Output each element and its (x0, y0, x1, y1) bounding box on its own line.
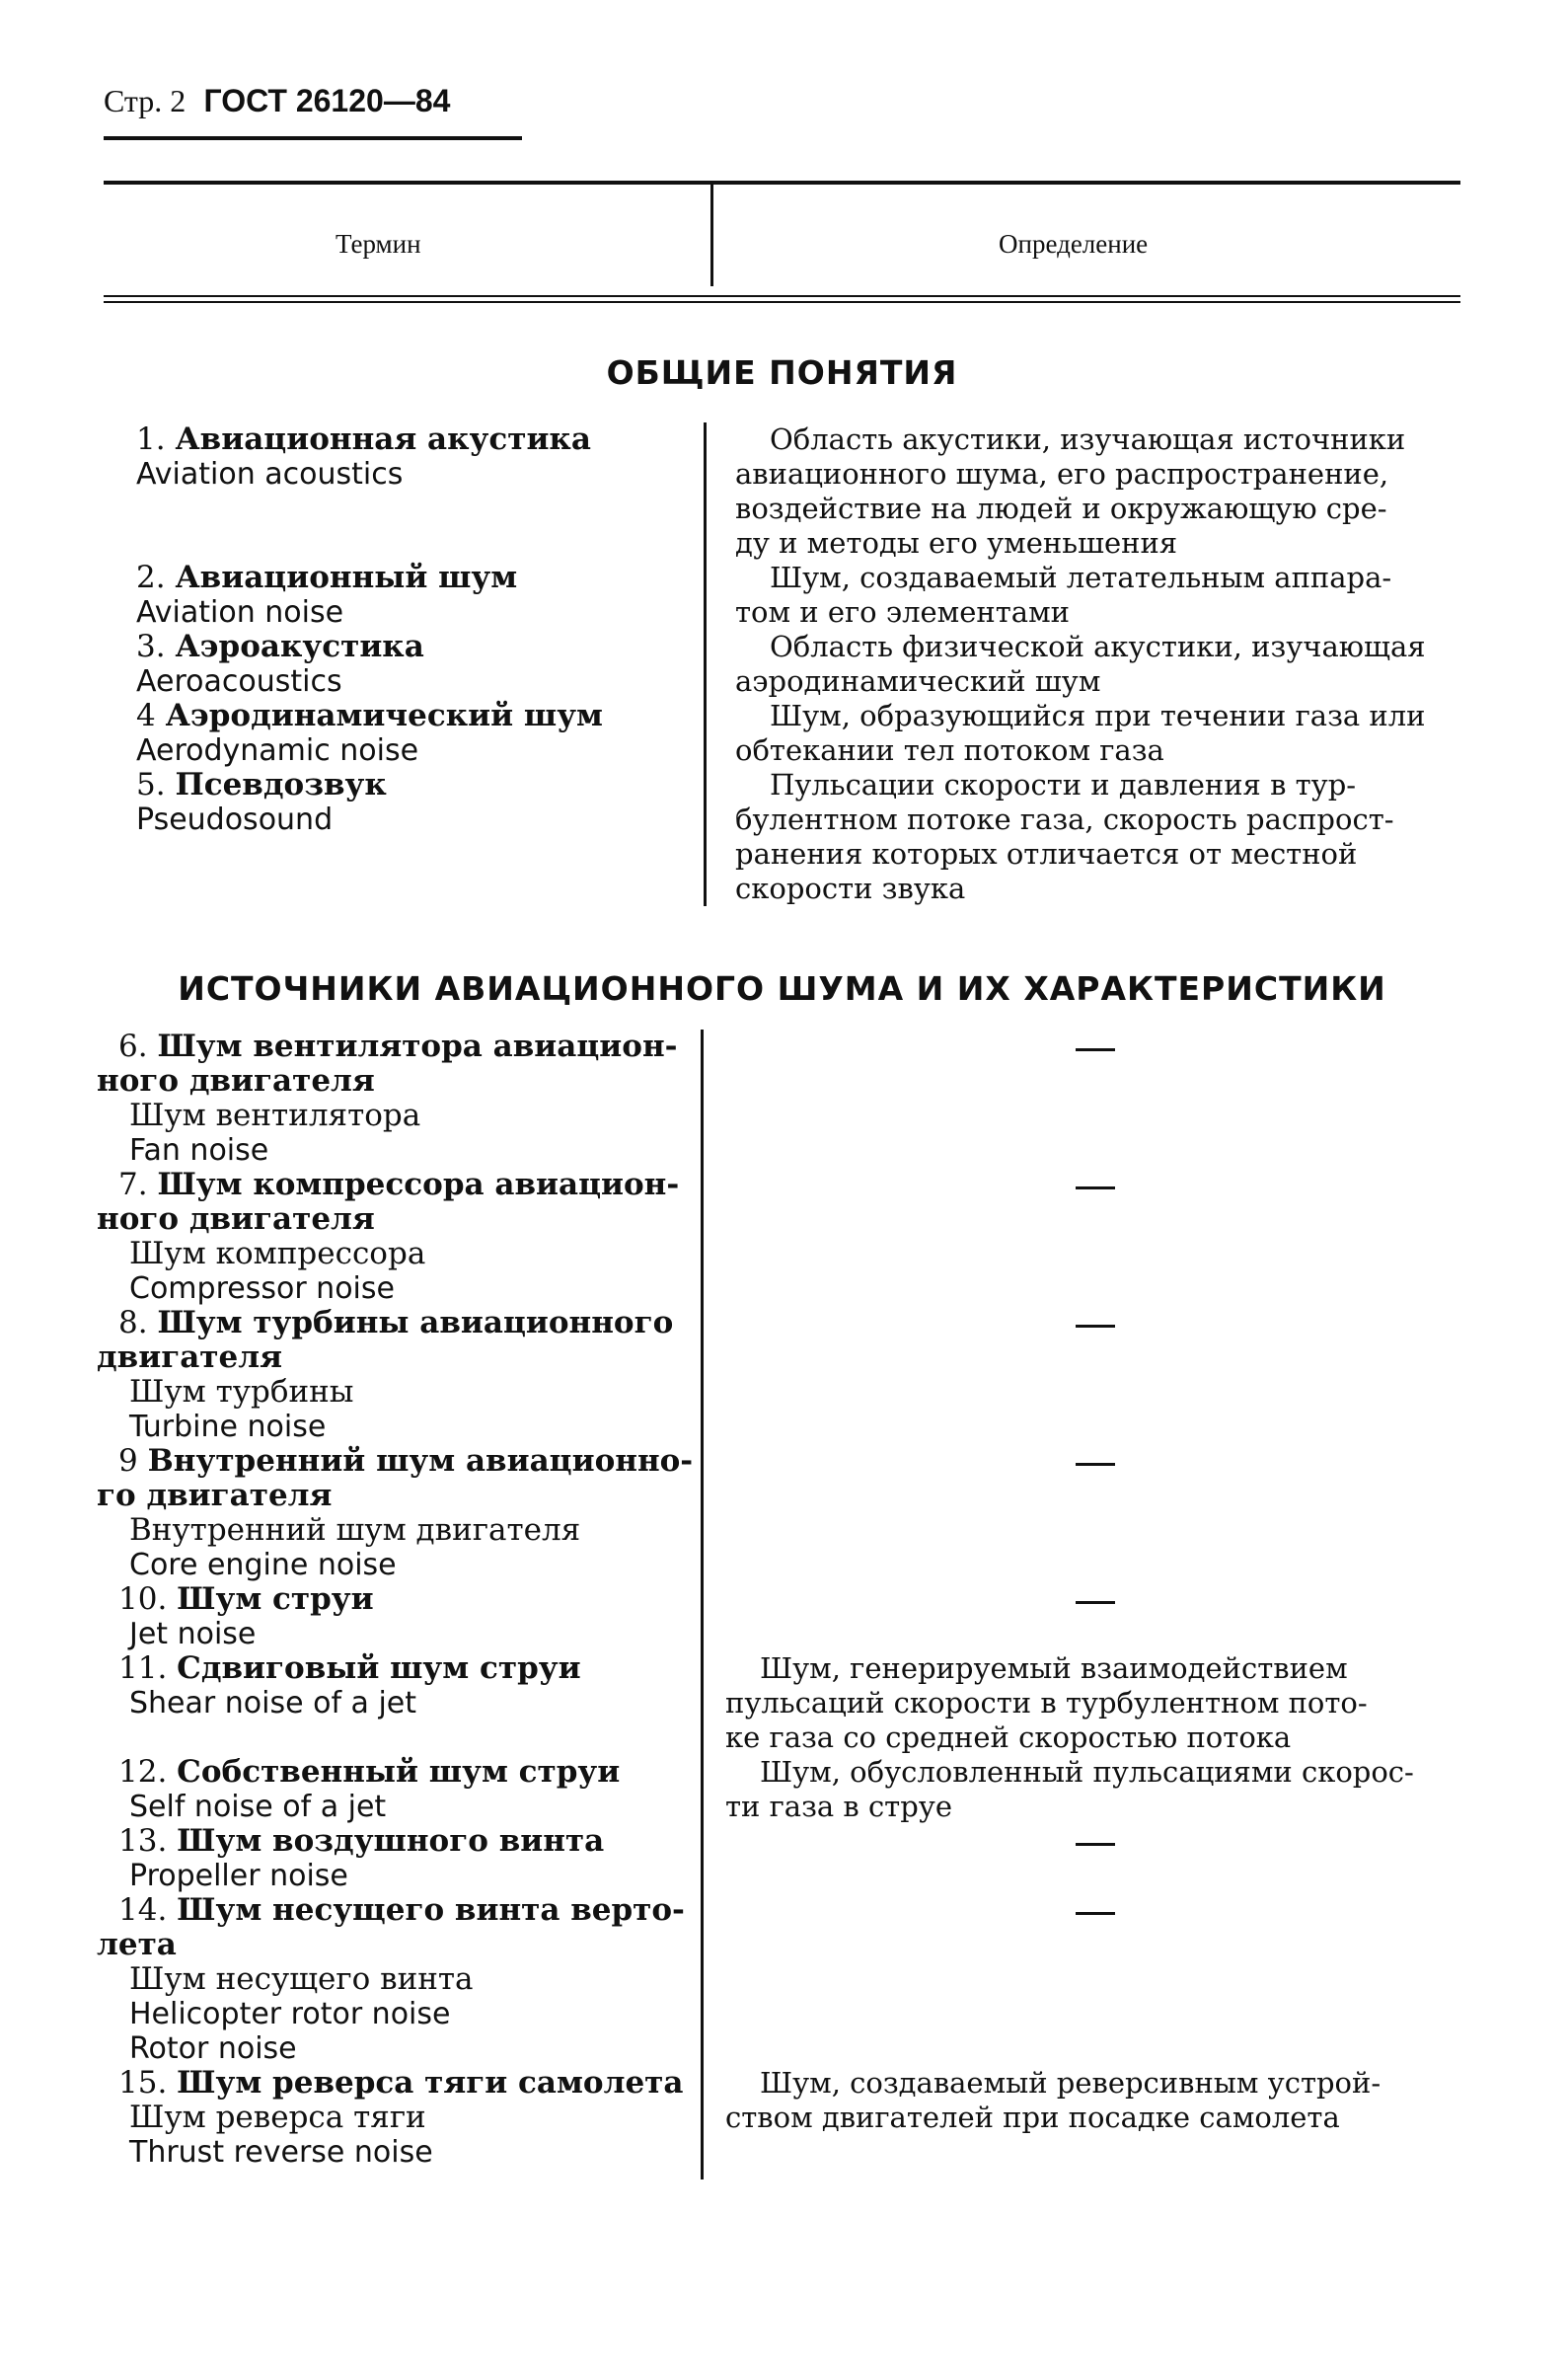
column-head-term: Термин (336, 229, 421, 259)
definition-line: авиационного шума, его распространение, (735, 457, 1389, 491)
term-russian: Аэроакустика (175, 629, 424, 664)
definition-line: Шум, создаваемый реверсивным устрой- (760, 2066, 1381, 2100)
definition-line: Шум, создаваемый летательным аппара- (770, 561, 1392, 594)
term-synonym: Шум несущего винта (129, 1961, 474, 1997)
term-definition (735, 630, 1460, 699)
term-number: 13. (118, 1823, 168, 1859)
term-english: Aviation noise (136, 595, 344, 630)
term-russian: Шум несущего винта верто- (177, 1892, 685, 1928)
term-entry (97, 1030, 679, 1168)
column-head-divider (710, 181, 713, 286)
term-english: Pseudosound (136, 803, 334, 837)
definition-line: Шум, генерируемый взаимодействием (760, 1651, 1348, 1685)
term-russian: Сдвиговый шум струи (177, 1650, 581, 1686)
term-english: Aerodynamic noise (136, 733, 419, 768)
term-russian: Шум воздушного винта (177, 1823, 605, 1859)
term-russian: Авиационная акустика (175, 421, 591, 457)
term-english: Jet noise (129, 1617, 257, 1651)
term-number: 5. (136, 767, 166, 803)
term-entry (97, 1892, 685, 2066)
term-number: 1. (136, 421, 166, 457)
term-synonym: Шум вентилятора (129, 1098, 421, 1133)
term-entry (136, 561, 517, 630)
definition-line: ранения которых отличается от местной (735, 837, 1358, 871)
term-entry (97, 1168, 679, 1306)
definition-line: том и его элементами (735, 595, 1070, 629)
term-entry (97, 1824, 679, 1893)
definition-line: ством двигателей при посадке самолета (725, 2101, 1340, 2134)
term-english: Thrust reverse noise (129, 2135, 433, 2170)
term-definition (725, 1651, 1460, 1755)
term-russian: Шум вентилятора авиацион- (157, 1029, 678, 1064)
definition-line: ке газа со средней скоростью потока (725, 1720, 1292, 1754)
term-number: 3. (136, 629, 166, 664)
definition-line: ти газа в струе (725, 1790, 953, 1823)
column-divider (704, 422, 707, 906)
term-number: 15. (118, 2065, 168, 2101)
term-synonym: Шум компрессора (129, 1236, 426, 1271)
definition-dash (1076, 1843, 1115, 1846)
term-entry (136, 768, 387, 837)
definition-line: Шум, обусловленный пульсациями скорос- (760, 1755, 1414, 1789)
definition-line: скорости звука (735, 872, 966, 905)
term-definition (735, 768, 1460, 906)
table-head-rule (104, 295, 1460, 297)
term-synonym: Внутренний шум двигателя (129, 1512, 581, 1548)
term-english: Self noise of a jet (129, 1790, 387, 1824)
term-entry (97, 1755, 679, 1824)
term-english: Fan noise (129, 1133, 269, 1168)
term-english: Helicopter rotor noise (129, 1997, 451, 2031)
term-russian: Псевдозвук (175, 767, 387, 803)
term-russian: Собственный шум струи (177, 1754, 621, 1790)
term-number: 4 (136, 698, 156, 733)
term-definition (735, 422, 1460, 561)
term-entry (97, 1582, 679, 1651)
term-russian-continued: лета (97, 1927, 177, 1962)
term-number: 10. (118, 1581, 168, 1617)
term-number: 11. (118, 1650, 168, 1686)
column-head-definition: Определение (999, 229, 1149, 259)
definition-dash (1076, 1912, 1115, 1915)
term-number: 12. (118, 1754, 168, 1790)
term-russian-continued: двигателя (97, 1339, 282, 1375)
definition-line: Область физической акустики, изучающая (770, 630, 1426, 663)
term-entry (97, 1651, 679, 1720)
header-rule (104, 136, 522, 140)
definition-line: аэродинамический шум (735, 664, 1101, 698)
section-title-general: ОБЩИЕ ПОНЯТИЯ (606, 353, 958, 392)
term-russian-continued: го двигателя (97, 1478, 333, 1513)
term-english: Rotor noise (129, 2031, 297, 2066)
definition-line: пульсаций скорости в турбулентном пото- (725, 1686, 1368, 1720)
table-top-rule (104, 181, 1460, 185)
term-definition (735, 699, 1460, 768)
term-entry (97, 2065, 684, 2170)
term-entry (136, 422, 591, 492)
term-synonym: Шум реверса тяги (129, 2100, 426, 2135)
definition-line: ду и методы его уменьшения (735, 526, 1178, 560)
term-russian: Шум компрессора авиацион- (157, 1167, 680, 1202)
page-number: Стр. 2 (104, 83, 187, 118)
definition-dash (1076, 1186, 1115, 1189)
term-entry (136, 699, 603, 768)
definition-dash (1076, 1325, 1115, 1328)
term-number: 7. (118, 1167, 148, 1202)
definition-line: Пульсации скорости и давления в тур- (770, 768, 1357, 802)
definition-line: воздействие на людей и окружающую сре- (735, 492, 1387, 525)
definition-dash (1076, 1463, 1115, 1466)
term-russian: Аэродинамический шум (165, 698, 603, 733)
definition-dash (1076, 1048, 1115, 1051)
term-entry (136, 630, 424, 699)
term-definition (735, 561, 1460, 630)
term-definition (725, 1755, 1460, 1824)
term-russian: Внутренний шум авиационно- (147, 1443, 694, 1479)
term-english: Aviation acoustics (136, 457, 404, 492)
term-number: 9 (118, 1443, 138, 1479)
definition-line: обтекании тел потоком газа (735, 733, 1164, 767)
term-english: Shear noise of a jet (129, 1686, 417, 1720)
term-number: 14. (118, 1892, 168, 1928)
term-russian: Шум турбины авиационного (157, 1305, 674, 1340)
term-definition (725, 2066, 1460, 2135)
definition-line: булентном потоке газа, скорость распрост- (735, 803, 1394, 836)
term-number: 6. (118, 1029, 148, 1064)
definition-line: Область акустики, изучающая источники (770, 422, 1406, 456)
table-head-rule-double (104, 301, 1460, 303)
column-divider (701, 1030, 704, 2179)
term-entry (97, 1443, 694, 1582)
term-english: Aeroacoustics (136, 664, 342, 699)
term-english: Propeller noise (129, 1859, 348, 1893)
gost-number: ГОСТ 26120—84 (203, 83, 451, 118)
definition-line: Шум, образующийся при течении газа или (770, 699, 1426, 732)
term-russian-continued: ного двигателя (97, 1063, 375, 1099)
term-english: Core engine noise (129, 1548, 397, 1582)
page-header (104, 83, 522, 118)
term-synonym: Шум турбины (129, 1374, 354, 1410)
term-english: Turbine noise (129, 1410, 327, 1444)
term-number: 8. (118, 1305, 148, 1340)
term-russian: Авиационный шум (175, 560, 518, 595)
term-russian-continued: ного двигателя (97, 1201, 375, 1237)
term-english: Compressor noise (129, 1271, 395, 1306)
definition-dash (1076, 1601, 1115, 1604)
term-russian: Шум реверса тяги самолета (177, 2065, 684, 2101)
term-russian: Шум струи (177, 1581, 374, 1617)
section-title-sources: ИСТОЧНИКИ АВИАЦИОННОГО ШУМА И ИХ ХАРАКТЕРИСТИКИ (178, 969, 1386, 1008)
term-entry (97, 1306, 679, 1444)
term-number: 2. (136, 560, 166, 595)
